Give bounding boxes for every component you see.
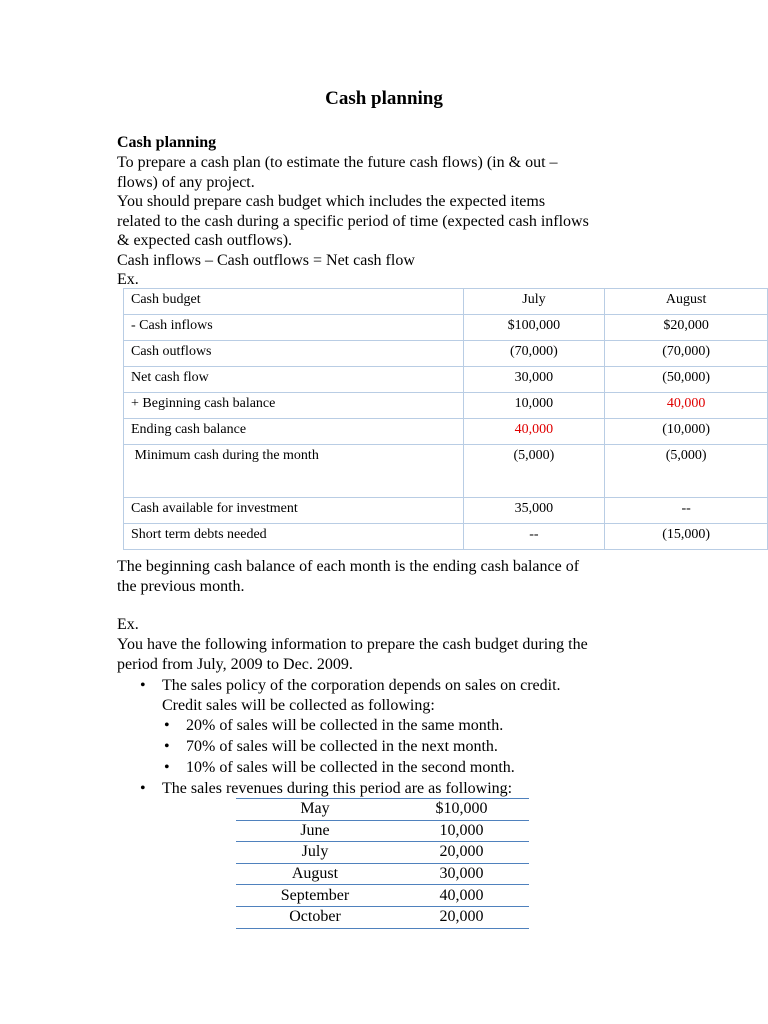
section-heading: Cash planning xyxy=(117,134,217,151)
july-value: $100,000 xyxy=(463,315,605,341)
page-title: Cash planning xyxy=(325,88,443,109)
table-row xyxy=(236,863,529,885)
sub-bullet-item xyxy=(164,716,504,736)
bullet-item xyxy=(140,779,513,799)
header-cell: Cash budget xyxy=(124,289,464,315)
month-cell: October xyxy=(236,906,394,928)
july-value: (5,000) xyxy=(463,445,605,498)
row-label: Cash available for investment xyxy=(124,498,464,524)
value-cell: 30,000 xyxy=(394,863,529,885)
intro-line: related to the cash during a specific period of time (expected cash inflows xyxy=(117,213,589,230)
value-cell: $10,000 xyxy=(394,799,529,821)
ex2-line: You have the following information to prepare the cash budget during the xyxy=(117,636,588,653)
month-cell: July xyxy=(236,842,394,864)
bullet-continuation: Credit sales will be collected as following: xyxy=(162,697,435,714)
bullet-text: 70% of sales will be collected in the next month. xyxy=(186,738,498,755)
example-label: Ex. xyxy=(117,271,139,288)
month-cell: September xyxy=(236,885,394,907)
month-cell: May xyxy=(236,799,394,821)
august-value: $20,000 xyxy=(605,315,768,341)
bullet-text: The sales revenues during this period are as following: xyxy=(162,780,513,797)
table-row xyxy=(124,419,768,445)
august-value: -- xyxy=(605,498,768,524)
bullet-dot-icon: • xyxy=(164,717,170,734)
table-row xyxy=(236,842,529,864)
sales-revenue-table xyxy=(236,798,529,929)
august-value: (70,000) xyxy=(605,341,768,367)
row-label: Ending cash balance xyxy=(124,419,464,445)
august-value: (10,000) xyxy=(605,419,768,445)
august-value: (15,000) xyxy=(605,524,768,550)
month-cell: June xyxy=(236,820,394,842)
intro-line: flows) of any project. xyxy=(117,174,255,191)
value-cell: 20,000 xyxy=(394,842,529,864)
sub-bullet-item xyxy=(164,758,515,778)
table-row xyxy=(236,799,529,821)
bullet-dot-icon: • xyxy=(164,759,170,776)
bullet-dot-icon: • xyxy=(140,677,146,694)
table-row xyxy=(124,315,768,341)
value-cell: 10,000 xyxy=(394,820,529,842)
august-value: (5,000) xyxy=(605,445,768,498)
bullet-dot-icon: • xyxy=(164,738,170,755)
ex2-line: period from July, 2009 to Dec. 2009. xyxy=(117,656,353,673)
august-value: (50,000) xyxy=(605,367,768,393)
row-label: - Cash inflows xyxy=(124,315,464,341)
table-row xyxy=(124,524,768,550)
month-cell: August xyxy=(236,863,394,885)
table-row xyxy=(124,341,768,367)
bullet-text: 10% of sales will be collected in the second month. xyxy=(186,759,515,776)
intro-line: & expected cash outflows). xyxy=(117,232,293,249)
july-value: 35,000 xyxy=(463,498,605,524)
sub-bullet-item xyxy=(164,737,498,757)
table-header-row xyxy=(124,289,768,315)
bullet-text: The sales policy of the corporation depends on sales on credit. xyxy=(162,677,561,694)
july-value: (70,000) xyxy=(463,341,605,367)
row-label: Short term debts needed xyxy=(124,524,464,550)
example-label: Ex. xyxy=(117,616,139,633)
table-row xyxy=(124,445,768,498)
value-cell: 40,000 xyxy=(394,885,529,907)
bullet-item xyxy=(140,676,561,696)
header-cell: August xyxy=(605,289,768,315)
note-line: The beginning cash balance of each month is the ending cash balance of xyxy=(117,558,580,575)
value-cell: 20,000 xyxy=(394,906,529,928)
note-line: the previous month. xyxy=(117,578,245,595)
table-row xyxy=(236,906,529,928)
row-label: Net cash flow xyxy=(124,367,464,393)
intro-line: You should prepare cash budget which includes the expected items xyxy=(117,193,546,210)
july-value: 10,000 xyxy=(463,393,605,419)
bullet-dot-icon: • xyxy=(140,780,146,797)
equation-line: Cash inflows – Cash outflows = Net cash flow xyxy=(117,252,415,269)
intro-line: To prepare a cash plan (to estimate the future cash flows) (in & out – xyxy=(117,154,558,171)
table-row xyxy=(124,498,768,524)
table-row xyxy=(124,367,768,393)
row-label: Minimum cash during the month xyxy=(124,445,464,498)
july-value: -- xyxy=(463,524,605,550)
row-label: + Beginning cash balance xyxy=(124,393,464,419)
table-row xyxy=(236,885,529,907)
july-value-highlighted: 40,000 xyxy=(463,419,605,445)
table-row xyxy=(236,820,529,842)
cash-budget-table xyxy=(123,288,768,550)
july-value: 30,000 xyxy=(463,367,605,393)
august-value-highlighted: 40,000 xyxy=(605,393,768,419)
bullet-text: 20% of sales will be collected in the same month. xyxy=(186,717,504,734)
header-cell: July xyxy=(463,289,605,315)
row-label: Cash outflows xyxy=(124,341,464,367)
table-row xyxy=(124,393,768,419)
